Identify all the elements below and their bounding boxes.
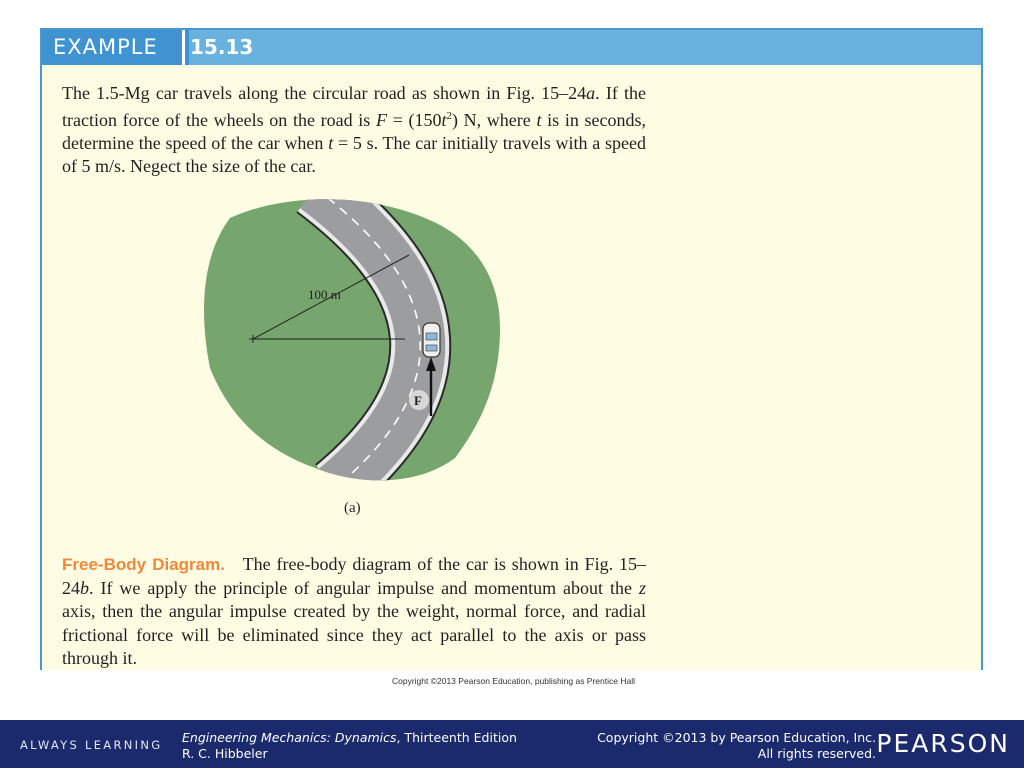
example-label: EXAMPLE	[42, 30, 189, 65]
car-icon	[423, 323, 440, 357]
example-header	[42, 30, 981, 65]
footer-bar	[0, 720, 1024, 768]
force-label: F	[414, 393, 422, 408]
book-info: Engineering Mechanics: Dynamics, Thirteenth Edition R. C. Hibbeler	[182, 730, 517, 761]
pearson-logo: PEARSON	[876, 729, 1010, 758]
example-number: 15.13	[190, 35, 254, 59]
footer-copyright: Copyright ©2013 by Pearson Education, Inc. All rights reserved.	[597, 730, 876, 761]
radius-label: 100 m	[308, 287, 341, 302]
free-body-diagram-paragraph: Free-Body Diagram. The free-body diagram of the car is shown in Fig. 15–24b. If we apply the principle of angular impulse and momentum about the z axis, then the angular impulse created by the weight, normal force, and radial frictional force will be eliminated since they act parallel to the axis or pass through it.	[62, 554, 647, 668]
circular-road-figure	[195, 188, 515, 488]
fbd-title: Free-Body Diagram.	[62, 555, 225, 574]
figure-caption: (a)	[344, 500, 361, 516]
figure-copyright: Copyright ©2013 Pearson Education, publishing as Prentice Hall	[392, 676, 635, 686]
problem-statement: The 1.5-Mg car travels along the circular road as shown in Fig. 15–24a. If the traction force of the wheels on the road is $F = (150t^2)$ N, where t is in seconds, determine the speed of the car when t = 5 s. The car initially travels with a speed of 5 m/s. Negect the size of the car.	[62, 83, 647, 176]
always-learning-text: ALWAYS LEARNING	[20, 738, 163, 752]
header-divider	[182, 30, 185, 65]
